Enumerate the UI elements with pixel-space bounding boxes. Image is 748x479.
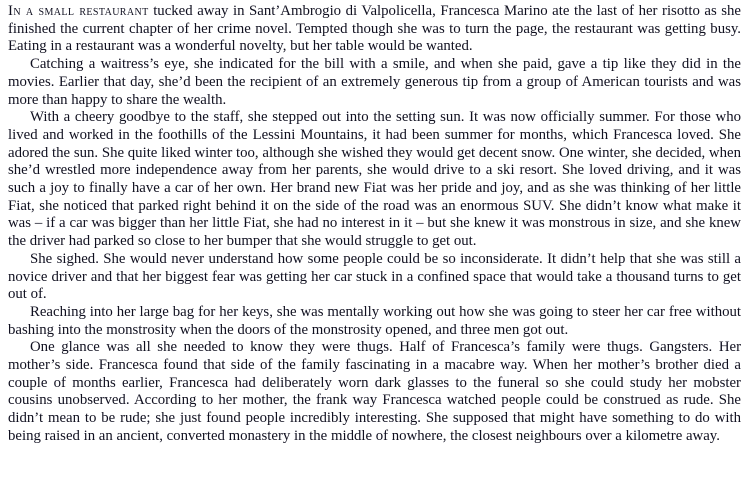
paragraph: Catching a waitress’s eye, she indicated for the bill with a smile, and when she paid, gave a tip like they did in the movies. Earlier that day, she’d been the recipient of an extremely generous tip from a group of American tourists and was more than happy to share the wealth. (8, 56, 741, 108)
paragraph: In a small restaurant tucked away in Sant’Ambrogio di Valpolicella, Francesca Marino ate the last of her risotto as she finished the current chapter of her crime novel. Tempted though she was to turn the page, the restaurant was getting busy. Eating in a restaurant was a wonderful novelty, but her table would be wanted. (8, 3, 741, 55)
page-text (8, 3, 741, 446)
paragraph: With a cheery goodbye to the staff, she stepped out into the setting sun. It was now officially summer. For those who lived and worked in the foothills of the Lessini Mountains, it had been summer for months, which Francesca loved. She adored the sun. She quite liked winter too, although she wished they would get decent snow. One winter, she decided, when she’d wrestled more independence away from her parents, she would drive to a ski resort. She loved driving, and it was such a joy to finally have a car of her own. Her brand new Fiat was her pride and joy, and as she was thinking of her little Fiat, she noticed that parked right behind it on the side of the road was an enormous SUV. She didn’t know what make it was – if a car was bigger than her little Fiat, she had no interest in it – but she knew it was monstrous in size, and she knew the driver had parked so close to her bumper that she would struggle to get out. (8, 109, 741, 250)
lead-in-small-caps: In a small restaurant (8, 3, 149, 19)
paragraph: One glance was all she needed to know they were thugs. Half of Francesca’s family were thugs. Gangsters. Her mother’s side. Francesca found that side of the family fascinating in a macabre way. When her mother’s brother died a couple of months earlier, Francesca had deliberately worn dark glasses to the funeral so she could study her mobster cousins unobserved. According to her mother, the frank way Francesca watched people could be construed as rude. She didn’t mean to be rude; she just found people incredibly interesting. She supposed that might have something to do with being raised in an ancient, converted monastery in the middle of nowhere, the closest neighbours over a kilometre away. (8, 339, 741, 444)
paragraph: She sighed. She would never understand how some people could be so inconsiderate. It didn’t help that she was still a novice driver and that her biggest fear was getting her car stuck in a confined space that would take a thousand turns to get out of. (8, 250, 741, 303)
paragraph: Reaching into her large bag for her keys, she was mentally working out how she was going to steer her car free without bashing into the monstrosity when the doors of the monstrosity opened, and three men got out. (8, 303, 741, 338)
